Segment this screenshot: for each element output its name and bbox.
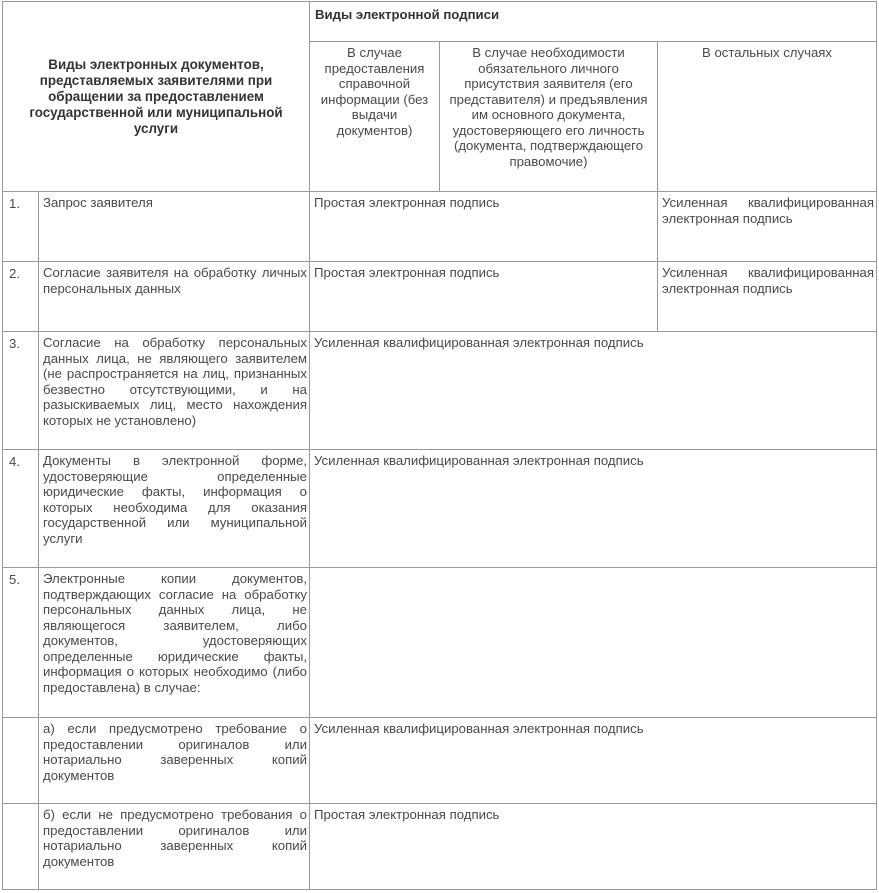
row-signature-other: Усиленная квалифицированная электронная подпись (658, 262, 877, 332)
header-document-types: Виды электронных документов, представляемых заявителями при обращении за предоставлением государственной или муниципальной услуги (3, 2, 310, 192)
row-signature: Усиленная квалифицированная электронная подпись (310, 332, 877, 450)
header-signature-types: Виды электронной подписи (310, 2, 877, 42)
row-signature: Простая электронная подпись (310, 804, 877, 890)
table-row (3, 718, 877, 804)
table-row (3, 192, 877, 262)
row-document-type: б) если не предусмотрено требования о предоставлении оригиналов или нотариально заверенных копий документов (39, 804, 310, 890)
row-document-type: Согласие заявителя на обработку личных персональных данных (39, 262, 310, 332)
row-document-type: Запрос заявителя (39, 192, 310, 262)
row-number: 4. (3, 450, 39, 568)
row-document-type: Согласие на обработку персональных данных лица, не являющего заявителем (не распространяется на лиц, признанных безвестно отсутствующими, и на разыскиваемых лиц, место нахождения которых не установлено) (39, 332, 310, 450)
table-row (3, 804, 877, 890)
table-row (3, 262, 877, 332)
table-row (3, 450, 877, 568)
row-document-type: Документы в электронной форме, удостоверяющие определенные юридические факты, информация о которых необходима для оказания государственной или муниципальной услуги (39, 450, 310, 568)
row-number (3, 718, 39, 804)
row-number (3, 804, 39, 890)
row-signature-other: Усиленная квалифицированная электронная подпись (658, 192, 877, 262)
row-number: 3. (3, 332, 39, 450)
row-signature-simple: Простая электронная подпись (310, 262, 658, 332)
table-row (3, 332, 877, 450)
table-row (3, 568, 877, 718)
row-number: 1. (3, 192, 39, 262)
header-col-other: В остальных случаях (658, 42, 877, 192)
row-document-type: а) если предусмотрено требование о предоставлении оригиналов или нотариально заверенных копий документов (39, 718, 310, 804)
row-number: 2. (3, 262, 39, 332)
header-col-reference: В случае предоставления справочной информации (без выдачи документов) (310, 42, 440, 192)
row-signature-simple: Простая электронная подпись (310, 192, 658, 262)
row-signature: Усиленная квалифицированная электронная подпись (310, 718, 877, 804)
signature-types-table (2, 1, 877, 890)
row-document-type: Электронные копии документов, подтверждающих согласие на обработку персональных данных лица, не являющегося заявителем, либо документов, удостоверяющих определенные юридические факты, информация о которых необходимо (либо предоставлена) в случае: (39, 568, 310, 718)
row-number: 5. (3, 568, 39, 718)
row-signature: Усиленная квалифицированная электронная подпись (310, 450, 877, 568)
row-signature (310, 568, 877, 718)
header-col-personal: В случае необходимости обязательного личного присутствия заявителя (его представителя) и предъявления им основного документа, удостоверяющего его личность (документа, подтверждающего правомочие) (440, 42, 658, 192)
